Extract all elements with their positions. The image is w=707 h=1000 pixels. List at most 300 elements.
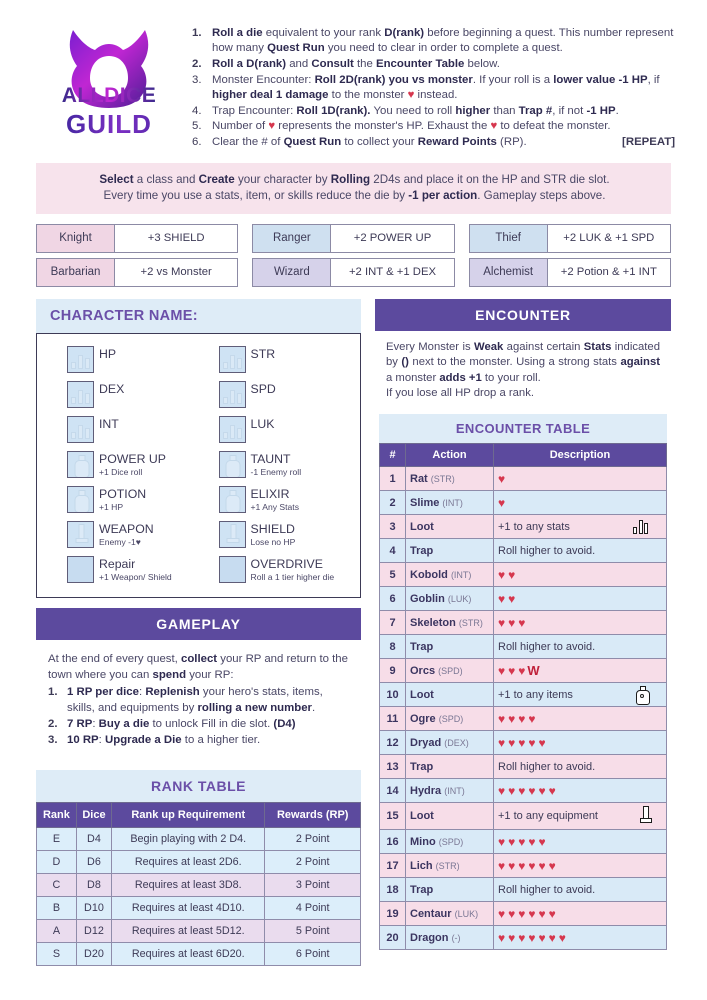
weapon-marker: W: [527, 663, 540, 678]
dice-cell: D20: [76, 942, 111, 965]
rule-number: 6.: [192, 135, 202, 148]
slot-subtitle: +1 Dice roll: [99, 466, 143, 477]
encounter-action: Centaur (LUK): [406, 902, 494, 926]
table-row: [380, 491, 667, 515]
table-row: [37, 873, 361, 896]
slot-subtitle: +1 HP: [99, 501, 124, 512]
table-row: [37, 850, 361, 873]
rank-table-header: [36, 770, 361, 802]
weak-stat: (SPD): [438, 713, 464, 724]
dice-cell: D12: [76, 919, 111, 942]
setup-banner: [36, 163, 671, 214]
reward-cell: 2 Point: [265, 827, 361, 850]
slot-subtitle: +1 Weapon/ Shield: [99, 571, 172, 582]
slot-title: TAUNT: [250, 451, 291, 466]
slot-title: DEX: [99, 381, 125, 396]
rank-cell: C: [37, 873, 77, 896]
rule-item: [192, 135, 675, 150]
monster-hp-hearts: ♥♥♥♥: [498, 711, 539, 726]
encounter-number: 2: [380, 491, 406, 515]
table-row: [37, 919, 361, 942]
weak-stat: (STR): [458, 617, 483, 628]
encounter-action: Dryad (DEX): [406, 731, 494, 755]
character-slot[interactable]: [67, 556, 199, 587]
die-slot[interactable]: [67, 451, 94, 478]
die-slot[interactable]: [67, 486, 94, 513]
class-selection: [36, 224, 671, 287]
requirement-cell: Requires at least 6D20.: [112, 942, 265, 965]
table-row: [380, 779, 667, 803]
table-row: [380, 659, 667, 683]
character-slot[interactable]: [219, 451, 351, 482]
slot-title: INT: [99, 416, 119, 431]
encounter-action: Lich (STR): [406, 854, 494, 878]
monster-hp-hearts: ♥♥♥♥♥: [498, 735, 549, 750]
stat-bars-icon: [71, 386, 90, 404]
encounter-number: 17: [380, 854, 406, 878]
reward-cell: 6 Point: [265, 942, 361, 965]
character-slot[interactable]: [67, 416, 199, 447]
die-slot[interactable]: [67, 416, 94, 443]
class-name: Ranger: [253, 225, 331, 252]
table-row: [380, 854, 667, 878]
monster-hp-hearts: ♥♥♥: [498, 615, 529, 630]
table-row: [380, 803, 667, 830]
encounter-number: 11: [380, 707, 406, 731]
potion-icon: [226, 455, 239, 476]
encounter-description: [494, 659, 667, 683]
slot-title: LUK: [250, 416, 275, 431]
die-slot[interactable]: [67, 556, 94, 583]
description-text: +1 to any stats: [498, 520, 570, 533]
reward-cell: 5 Point: [265, 919, 361, 942]
die-slot[interactable]: [219, 381, 246, 408]
encounter-action: Trap: [406, 635, 494, 659]
description-text: +1 to any items: [498, 688, 573, 701]
encounter-action: Trap: [406, 878, 494, 902]
encounter-description: [494, 683, 667, 707]
slot-title: OVERDRIVE: [250, 556, 323, 571]
requirement-cell: Requires at least 5D12.: [112, 919, 265, 942]
weak-stat: (SPD): [438, 836, 464, 847]
encounter-number: 10: [380, 683, 406, 707]
character-slot[interactable]: [67, 521, 199, 552]
rank-cell: A: [37, 919, 77, 942]
rules-list: [192, 22, 675, 151]
encounter-description: [494, 854, 667, 878]
rank-table: [36, 802, 361, 966]
encounter-description: [494, 755, 667, 779]
rank-col-header: Rank up Requirement: [112, 802, 265, 827]
rank-table-body: [37, 827, 361, 965]
encounter-title: ENCOUNTER: [475, 306, 571, 323]
gameplay-steps: [48, 684, 349, 748]
rank-cell: S: [37, 942, 77, 965]
encounter-col-header: Description: [494, 444, 667, 467]
encounter-action: Orcs (SPD): [406, 659, 494, 683]
step-text: 1 RP per dice: Replenish your hero's stats, items, skills, and equipments by rolling a new number.: [67, 685, 323, 714]
monster-hp-hearts: ♥♥♥♥♥♥♥: [498, 930, 569, 945]
stat-bars-icon: [71, 351, 90, 369]
rank-table-head-row: [37, 802, 361, 827]
description-text: Roll higher to avoid.: [498, 883, 596, 896]
class-bonus: +2 INT & +1 DEX: [348, 266, 437, 279]
encounter-intro-1: Every Monster is Weak against certain Stats indicated by () next to the monster. Using a strong stats against a monster adds +1 to your roll.: [386, 340, 660, 384]
encounter-number: 8: [380, 635, 406, 659]
encounter-description: [494, 878, 667, 902]
encounter-action: Rat (STR): [406, 467, 494, 491]
requirement-cell: Requires at least 2D6.: [112, 850, 265, 873]
stat-bars-icon: [223, 351, 242, 369]
encounter-number: 19: [380, 902, 406, 926]
encounter-description: [494, 779, 667, 803]
table-row: [380, 731, 667, 755]
rank-col-header: Rank: [37, 802, 77, 827]
stat-bars-icon: [223, 421, 242, 439]
encounter-description: [494, 902, 667, 926]
header: [0, 0, 707, 157]
sword-icon: [640, 806, 650, 826]
step-text: 7 RP: Buy a die to unlock Fill in die slot. (D4): [67, 717, 296, 730]
encounter-number: 16: [380, 830, 406, 854]
encounter-col-header: #: [380, 444, 406, 467]
character-slots-box: [36, 333, 361, 598]
weak-stat: (STR): [435, 860, 460, 871]
weak-stat: (LUK): [447, 593, 472, 604]
table-row: [380, 830, 667, 854]
table-row: [380, 587, 667, 611]
class-column: [36, 224, 238, 287]
weak-stat: (DEX): [444, 737, 469, 748]
die-slot[interactable]: [219, 521, 246, 548]
character-slot[interactable]: [67, 451, 199, 482]
class-bonus: +3 SHIELD: [147, 232, 205, 245]
encounter-description: [494, 563, 667, 587]
slot-title: POWER UP: [99, 451, 166, 466]
logo: [36, 22, 182, 151]
monster-hp-hearts: ♥: [498, 471, 509, 486]
encounter-number: 7: [380, 611, 406, 635]
slot-title: Repair: [99, 556, 136, 571]
description-text: Roll higher to avoid.: [498, 640, 596, 653]
slot-subtitle: +1 Any Stats: [250, 501, 299, 512]
die-slot[interactable]: [219, 416, 246, 443]
table-row: [380, 539, 667, 563]
encounter-body: [375, 331, 671, 408]
class-name: Knight: [37, 225, 115, 252]
monster-hp-hearts: ♥♥♥♥♥: [498, 834, 549, 849]
encounter-description: [494, 635, 667, 659]
encounter-description: [494, 803, 667, 830]
table-row: [380, 902, 667, 926]
gameplay-body: [36, 640, 361, 760]
slot-subtitle: -1 Enemy roll: [250, 466, 302, 477]
encounter-number: 13: [380, 755, 406, 779]
class-name: Thief: [470, 225, 548, 252]
class-name: Barbarian: [37, 259, 115, 286]
class-row[interactable]: [252, 224, 454, 253]
logo-line-2: GUILD: [62, 109, 157, 140]
logo-text: [62, 84, 157, 140]
encounter-table-header: [379, 414, 667, 443]
encounter-action: Skeleton (STR): [406, 611, 494, 635]
monster-hp-hearts: ♥♥♥♥♥♥: [498, 783, 559, 798]
encounter-description: [494, 539, 667, 563]
reward-cell: 3 Point: [265, 873, 361, 896]
rank-col-header: Rewards (RP): [265, 802, 361, 827]
potion-icon: [74, 455, 87, 476]
slot-title: SHIELD: [250, 521, 295, 536]
encounter-description: [494, 587, 667, 611]
die-slot[interactable]: [219, 556, 246, 583]
die-slot[interactable]: [219, 486, 246, 513]
banner-line-1: Select a class and Create your character by Rolling 2D4s and place it on the HP and STR die slot.: [99, 172, 610, 186]
monster-hp-hearts: ♥♥♥: [498, 664, 529, 678]
class-column: [252, 224, 454, 287]
rule-item: [192, 26, 675, 56]
rank-table-title: RANK TABLE: [151, 777, 246, 794]
gameplay-intro: At the end of every quest, collect your RP and return to the town where you can spend your RP:: [48, 652, 348, 681]
rule-number: 1.: [192, 27, 202, 39]
character-slot[interactable]: [219, 416, 351, 447]
gameplay-header: [36, 608, 361, 640]
encounter-description: [494, 926, 667, 950]
step-number: 1.: [48, 685, 58, 698]
die-slot[interactable]: [219, 346, 246, 373]
encounter-table-head-row: [380, 444, 667, 467]
encounter-number: 12: [380, 731, 406, 755]
rank-cell: B: [37, 896, 77, 919]
weak-stat: (INT): [450, 569, 472, 580]
weak-stat: (LUK): [454, 908, 479, 919]
gameplay-step: [48, 732, 349, 748]
class-row[interactable]: [469, 224, 671, 253]
weak-stat: (SPD): [438, 665, 463, 676]
class-column: [469, 224, 671, 287]
rule-number: 3.: [192, 73, 202, 86]
class-row[interactable]: [252, 258, 454, 287]
rule-item: [192, 104, 675, 119]
main-columns: [36, 299, 671, 966]
encounter-number: 20: [380, 926, 406, 950]
gameplay-step: [48, 716, 349, 732]
table-row: [380, 467, 667, 491]
character-slots-left: [47, 346, 199, 587]
step-text: 10 RP: Upgrade a Die to a higher tier.: [67, 733, 261, 746]
table-row: [380, 878, 667, 902]
description-text: Roll higher to avoid.: [498, 544, 596, 557]
encounter-number: 4: [380, 539, 406, 563]
slot-title: WEAPON: [99, 521, 154, 536]
monster-hp-hearts: ♥♥: [498, 567, 519, 582]
encounter-intro-2: If you lose all HP drop a rank.: [386, 387, 534, 400]
monster-hp-hearts: ♥♥♥♥♥♥: [498, 906, 559, 921]
step-number: 3.: [48, 733, 58, 746]
encounter-action: Trap: [406, 755, 494, 779]
slot-title: STR: [250, 346, 276, 361]
sword-icon: [227, 524, 238, 547]
table-row: [380, 635, 667, 659]
table-row: [380, 755, 667, 779]
encounter-description: [494, 830, 667, 854]
encounter-number: 9: [380, 659, 406, 683]
class-row[interactable]: [36, 224, 238, 253]
encounter-action: Loot: [406, 683, 494, 707]
requirement-cell: Begin playing with 2 D4.: [112, 827, 265, 850]
rule-text: Roll a die equivalent to your rank D(rank) before beginning a quest. This number represent how many Quest Run you need to clear in order to complete a quest.: [212, 27, 674, 55]
sword-icon: [75, 524, 86, 547]
potion-icon: [74, 490, 87, 511]
character-slots-right: [199, 346, 351, 587]
rank-cell: D: [37, 850, 77, 873]
rule-number: 2.: [192, 57, 202, 70]
rule-item: [192, 57, 675, 72]
potion-icon: [226, 490, 239, 511]
encounter-number: 18: [380, 878, 406, 902]
requirement-cell: Requires at least 3D8.: [112, 873, 265, 896]
reward-cell: 4 Point: [265, 896, 361, 919]
class-row[interactable]: [469, 258, 671, 287]
rule-number: 4.: [192, 104, 202, 117]
encounter-description: [494, 611, 667, 635]
description-text: +1 to any equipment: [498, 810, 598, 822]
character-slot[interactable]: [67, 486, 199, 517]
encounter-number: 5: [380, 563, 406, 587]
character-name-label: CHARACTER NAME:: [50, 307, 198, 324]
die-slot[interactable]: [67, 521, 94, 548]
slot-title: HP: [99, 346, 117, 361]
encounter-number: 1: [380, 467, 406, 491]
requirement-cell: Requires at least 4D10.: [112, 896, 265, 919]
table-row: [380, 563, 667, 587]
encounter-description: [494, 515, 667, 539]
reward-cell: 2 Point: [265, 850, 361, 873]
weak-stat: (INT): [442, 497, 463, 508]
encounter-description: [494, 467, 667, 491]
class-bonus: +2 POWER UP: [353, 232, 432, 245]
encounter-action: Mino (SPD): [406, 830, 494, 854]
table-row: [380, 707, 667, 731]
die-slot[interactable]: [67, 381, 94, 408]
encounter-description: [494, 707, 667, 731]
rule-text: Number of ♥ represents the monster's HP. Exhaust the ♥ to defeat the monster.: [212, 120, 611, 133]
gameplay-title: GAMEPLAY: [156, 615, 241, 632]
encounter-number: 3: [380, 515, 406, 539]
weak-stat: (-): [451, 932, 461, 943]
logo-line-1: ALLDICE: [61, 84, 157, 107]
slot-subtitle: Lose no HP: [250, 536, 296, 547]
left-column: [36, 299, 361, 966]
table-row: [380, 611, 667, 635]
encounter-action: Trap: [406, 539, 494, 563]
encounter-description: [494, 731, 667, 755]
class-name: Alchemist: [470, 259, 548, 286]
class-name: Wizard: [253, 259, 331, 286]
potion-icon: [636, 686, 648, 703]
encounter-col-header: Action: [406, 444, 494, 467]
encounter-table: [379, 443, 667, 950]
encounter-action: Ogre (SPD): [406, 707, 494, 731]
encounter-action: Dragon (-): [406, 926, 494, 950]
die-slot[interactable]: [67, 346, 94, 373]
description-text: Roll higher to avoid.: [498, 760, 596, 773]
encounter-action: Hydra (INT): [406, 779, 494, 803]
rule-text: Clear the # of Quest Run to collect your Reward Points (RP). [REPEAT]: [212, 135, 675, 148]
encounter-action: Loot: [406, 803, 494, 830]
dice-cell: D10: [76, 896, 111, 919]
table-row: [380, 515, 667, 539]
dice-cell: D8: [76, 873, 111, 896]
monster-hp-hearts: ♥♥♥♥♥♥: [498, 858, 559, 873]
rule-text: Monster Encounter: Roll 2D(rank) you vs monster. If your roll is a lower value -1 HP, if higher deal 1 damage to the monster ♥ instead.: [212, 73, 660, 101]
character-slot[interactable]: [67, 346, 199, 377]
class-bonus: +2 LUK & +1 SPD: [563, 232, 655, 245]
encounter-action: Goblin (LUK): [406, 587, 494, 611]
encounter-table-title: ENCOUNTER TABLE: [455, 421, 591, 436]
encounter-action: Loot: [406, 515, 494, 539]
weak-stat: (INT): [444, 785, 465, 796]
encounter-action: Kobold (INT): [406, 563, 494, 587]
step-number: 2.: [48, 717, 58, 730]
character-slot[interactable]: [219, 381, 351, 412]
encounter-table-body: [380, 467, 667, 950]
class-bonus: +2 Potion & +1 INT: [560, 266, 657, 279]
rule-item: [192, 119, 675, 134]
stat-bars-icon: [71, 421, 90, 439]
rule-item: [192, 73, 675, 103]
right-column: [375, 299, 671, 966]
slot-title: SPD: [250, 381, 276, 396]
rule-text: Roll a D(rank) and Consult the Encounter Table below.: [212, 57, 500, 70]
dice-cell: D4: [76, 827, 111, 850]
rule-text: Trap Encounter: Roll 1D(rank). You need to roll higher than Trap #, if not -1 HP.: [212, 104, 619, 117]
character-slot[interactable]: [67, 381, 199, 412]
rank-col-header: Dice: [76, 802, 111, 827]
table-row: [37, 896, 361, 919]
slot-title: ELIXIR: [250, 486, 290, 501]
encounter-number: 6: [380, 587, 406, 611]
encounter-number: 15: [380, 803, 406, 830]
rank-cell: E: [37, 827, 77, 850]
character-slot[interactable]: [219, 521, 351, 552]
banner-line-2: Every time you use a stats, item, or skills reduce the die by -1 per action. Gameplay steps above.: [103, 189, 606, 203]
encounter-number: 14: [380, 779, 406, 803]
table-row: [380, 926, 667, 950]
die-slot[interactable]: [219, 451, 246, 478]
table-row: [37, 942, 361, 965]
character-slot[interactable]: [219, 556, 351, 587]
character-name-header: [36, 299, 361, 333]
table-row: [380, 683, 667, 707]
class-row[interactable]: [36, 258, 238, 287]
rule-number: 5.: [192, 120, 202, 133]
monster-hp-hearts: ♥: [498, 495, 509, 510]
monster-hp-hearts: ♥♥: [498, 591, 519, 606]
stat-bars-icon: [223, 386, 242, 404]
dice-cell: D6: [76, 850, 111, 873]
slot-subtitle: Enemy -1♥: [99, 536, 141, 547]
character-slot[interactable]: [219, 346, 351, 377]
stat-bars-icon: [633, 520, 648, 534]
slot-title: POTION: [99, 486, 147, 501]
encounter-description: [494, 491, 667, 515]
gameplay-step: [48, 684, 349, 716]
encounter-action: Slime (INT): [406, 491, 494, 515]
slot-subtitle: Roll a 1 tier higher die: [250, 571, 335, 582]
character-slot[interactable]: [219, 486, 351, 517]
weak-stat: (STR): [430, 473, 455, 484]
table-row: [37, 827, 361, 850]
